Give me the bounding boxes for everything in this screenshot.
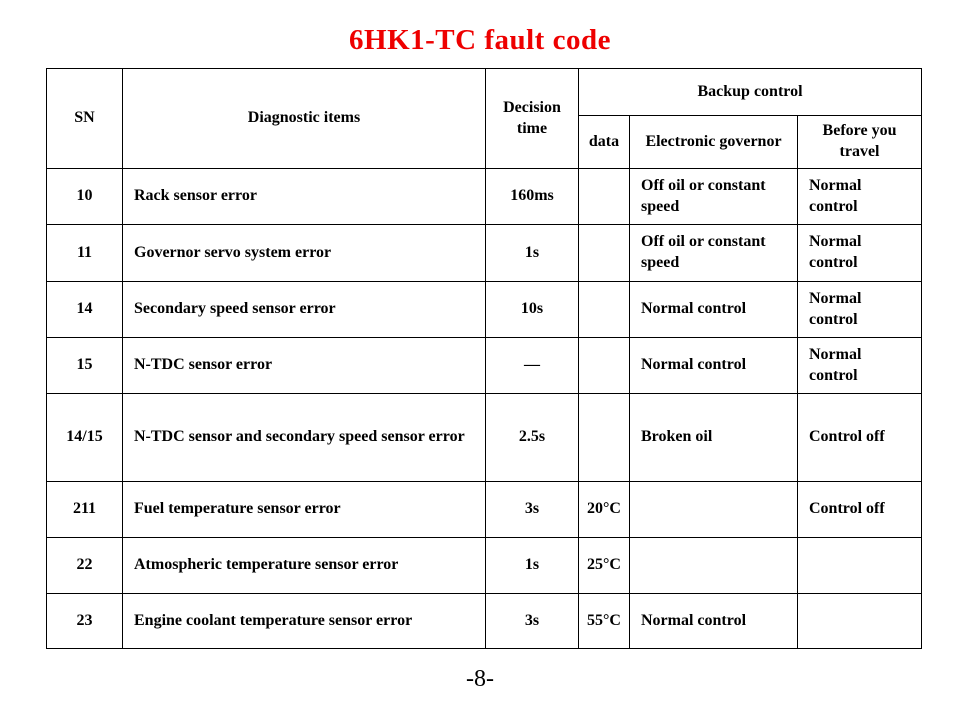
cell-before-you-travel: Normal control	[798, 169, 922, 225]
cell-diagnostic-item: N-TDC sensor and secondary speed sensor error	[123, 394, 486, 482]
cell-decision-time: —	[486, 338, 579, 394]
cell-diagnostic-item: Secondary speed sensor error	[123, 282, 486, 338]
header-before-you-travel: Before you travel	[798, 116, 922, 169]
header-data: data	[579, 116, 630, 169]
cell-sn: 10	[47, 169, 123, 225]
table-body	[47, 169, 922, 649]
cell-electronic-governor	[630, 538, 798, 594]
cell-data	[579, 338, 630, 394]
table-row	[47, 282, 922, 338]
cell-diagnostic-item: Engine coolant temperature sensor error	[123, 594, 486, 649]
page-number: -8-	[466, 666, 494, 692]
cell-before-you-travel	[798, 538, 922, 594]
cell-sn: 11	[47, 225, 123, 282]
table-row	[47, 338, 922, 394]
cell-electronic-governor	[630, 482, 798, 538]
cell-diagnostic-item: Fuel temperature sensor error	[123, 482, 486, 538]
cell-data	[579, 225, 630, 282]
cell-decision-time: 3s	[486, 594, 579, 649]
cell-electronic-governor: Off oil or constant speed	[630, 169, 798, 225]
cell-decision-time: 160ms	[486, 169, 579, 225]
table-row	[47, 482, 922, 538]
cell-electronic-governor: Normal control	[630, 282, 798, 338]
cell-decision-time: 1s	[486, 538, 579, 594]
cell-before-you-travel: Normal control	[798, 338, 922, 394]
cell-sn: 211	[47, 482, 123, 538]
cell-data	[579, 282, 630, 338]
cell-electronic-governor: Normal control	[630, 594, 798, 649]
table-row	[47, 538, 922, 594]
cell-data	[579, 394, 630, 482]
table-row	[47, 225, 922, 282]
header-sn: SN	[47, 69, 123, 169]
cell-diagnostic-item: N-TDC sensor error	[123, 338, 486, 394]
cell-decision-time: 3s	[486, 482, 579, 538]
cell-before-you-travel: Normal control	[798, 282, 922, 338]
cell-diagnostic-item: Atmospheric temperature sensor error	[123, 538, 486, 594]
table-row	[47, 394, 922, 482]
cell-sn: 14	[47, 282, 123, 338]
cell-sn: 14/15	[47, 394, 123, 482]
table-header	[47, 69, 922, 169]
cell-sn: 15	[47, 338, 123, 394]
cell-before-you-travel	[798, 594, 922, 649]
cell-before-you-travel: Control off	[798, 394, 922, 482]
fault-code-table	[46, 68, 922, 649]
cell-decision-time: 1s	[486, 225, 579, 282]
cell-data: 55°C	[579, 594, 630, 649]
cell-data: 25°C	[579, 538, 630, 594]
cell-electronic-governor: Normal control	[630, 338, 798, 394]
header-diagnostic-items: Diagnostic items	[123, 69, 486, 169]
cell-diagnostic-item: Governor servo system error	[123, 225, 486, 282]
table-row	[47, 594, 922, 649]
cell-before-you-travel: Normal control	[798, 225, 922, 282]
header-electronic-governor: Electronic governor	[630, 116, 798, 169]
header-decision-time: Decision time	[486, 69, 579, 169]
cell-sn: 23	[47, 594, 123, 649]
table-row	[47, 169, 922, 225]
cell-electronic-governor: Off oil or constant speed	[630, 225, 798, 282]
cell-diagnostic-item: Rack sensor error	[123, 169, 486, 225]
cell-data: 20°C	[579, 482, 630, 538]
cell-decision-time: 10s	[486, 282, 579, 338]
cell-before-you-travel: Control off	[798, 482, 922, 538]
cell-sn: 22	[47, 538, 123, 594]
header-backup-control: Backup control	[579, 69, 922, 116]
cell-data	[579, 169, 630, 225]
cell-electronic-governor: Broken oil	[630, 394, 798, 482]
page-title: 6HK1-TC fault code	[349, 24, 611, 56]
cell-decision-time: 2.5s	[486, 394, 579, 482]
